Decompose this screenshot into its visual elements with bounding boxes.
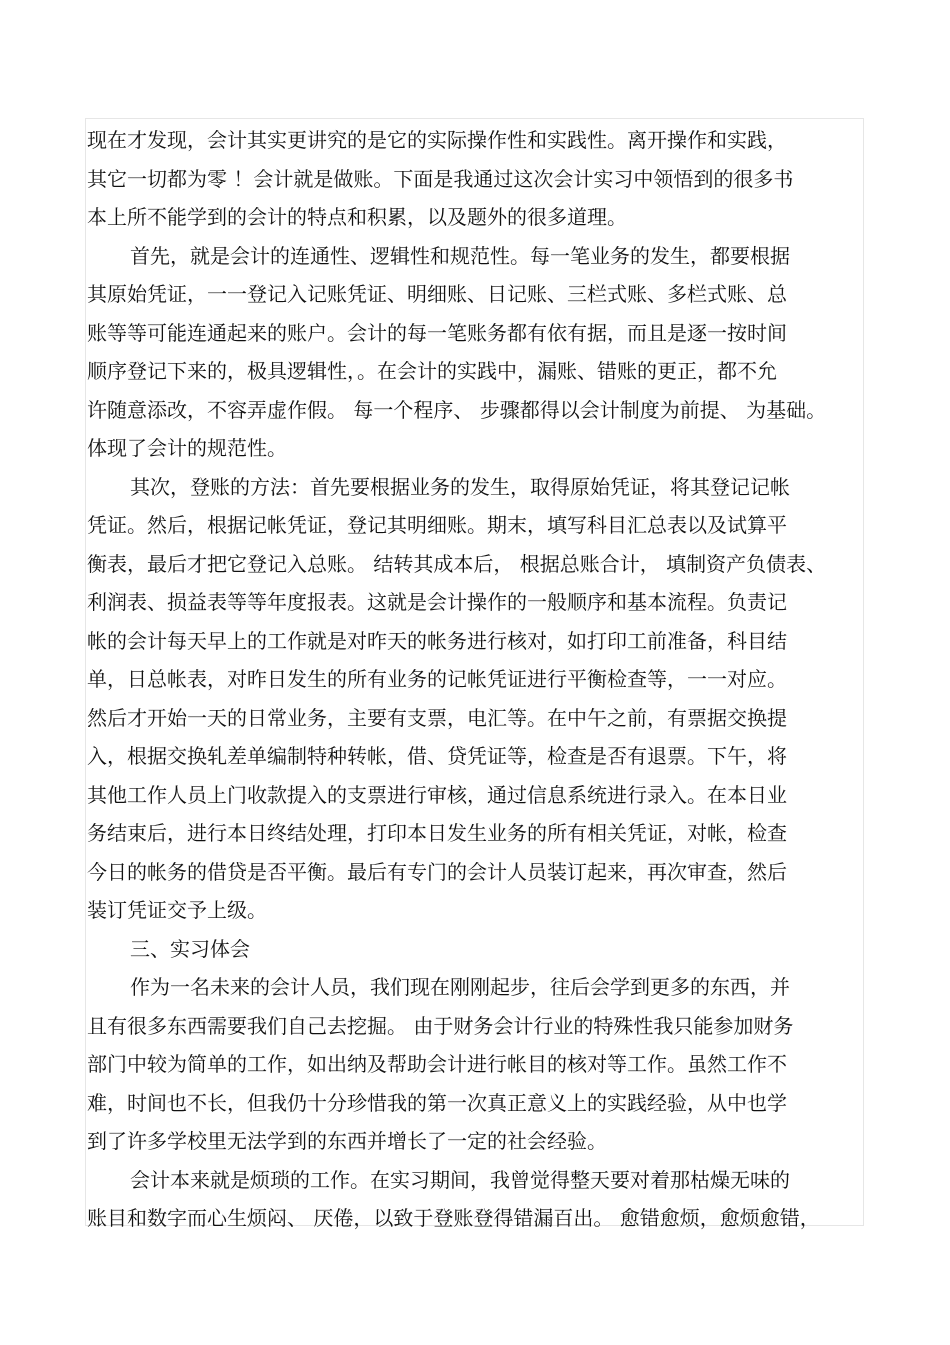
text-line: 利润表、损益表等等年度报表。这就是会计操作的一般顺序和基本流程。负责记 xyxy=(87,590,787,614)
text-line: 然后才开始一天的日常业务，主要有支票，电汇等。在中午之前，有票据交换提 xyxy=(87,705,787,730)
text-line: 帐的会计每天早上的工作就是对昨天的帐务进行核对，如打印工前准备，科目结 xyxy=(87,628,787,653)
text-line: 其原始凭证，一一登记入记账凭证、明细账、日记账、三栏式账、多栏式账、总 xyxy=(87,282,787,306)
text-line: 衡表，最后才把它登记入总账。 结转其成本后， 根据总账合计， 填制资产负债表、 xyxy=(87,551,827,576)
text-line: 难，时间也不长，但我仍十分珍惜我的第一次真正意义上的实践经验，从中也学 xyxy=(87,1090,787,1115)
text-line: 许随意添改，不容弄虚作假。 每一个程序、 步骤都得以会计制度为前提、 为基础。 xyxy=(87,397,827,422)
text-line: 今日的帐务的借贷是否平衡。最后有专门的会计人员装订起来，再次审查，然后 xyxy=(87,859,787,884)
text-line: 体现了会计的规范性。 xyxy=(87,436,287,460)
text-line: 到了许多学校里无法学到的东西并增长了一定的社会经验。 xyxy=(87,1129,607,1153)
text-line: 账等等可能连通起来的账户。会计的每一笔账务都有依有据，而且是逐一按时间 xyxy=(87,320,787,345)
text-line: 入，根据交换轧差单编制特种转帐，借、贷凭证等，检查是否有退票。下午，将 xyxy=(87,744,787,768)
text-line: 装订凭证交予上级。 xyxy=(87,898,267,922)
text-line: 其它一切都为零 ！会计就是做账。下面是我通过这次会计实习中领悟到的很多书 xyxy=(87,166,794,191)
text-line: 部门中较为简单的工作，如出纳及帮助会计进行帐目的核对等工作。虽然工作不 xyxy=(87,1052,787,1076)
text-line: 会计本来就是烦琐的工作。在实习期间，我曾觉得整天要对着那枯燥无味的 xyxy=(130,1167,790,1192)
text-line: 现在才发现，会计其实更讲究的是它的实际操作性和实践性。离开操作和实践， xyxy=(87,128,787,152)
text-line: 其他工作人员上门收款提入的支票进行审核，通过信息系统进行录入。在本日业 xyxy=(87,782,787,807)
text-line: 账目和数字而心生烦闷、 厌倦，以致于登账登得错漏百出。 愈错愈烦，愈烦愈错， xyxy=(87,1206,820,1230)
document-body xyxy=(87,121,867,1238)
text-line: 首先，就是会计的连通性、逻辑性和规范性。每一笔业务的发生，都要根据 xyxy=(130,243,790,268)
text-line: 且有很多东西需要我们自己去挖掘。 由于财务会计行业的特殊性我只能参加财务 xyxy=(87,1013,794,1038)
text-line: 顺序登记下来的，极具逻辑性，。在会计的实践中，漏账、错账的更正，都不允 xyxy=(87,359,777,383)
text-line: 三、实习体会 xyxy=(130,936,250,961)
text-line: 凭证。然后，根据记帐凭证，登记其明细账。期末，填写科目汇总表以及试算平 xyxy=(87,513,787,537)
text-line: 单，日总帐表，对昨日发生的所有业务的记帐凭证进行平衡检查等，一一对应。 xyxy=(87,667,787,691)
text-line: 作为一名未来的会计人员，我们现在刚刚起步，往后会学到更多的东西，并 xyxy=(130,975,790,999)
text-line: 其次，登账的方法：首先要根据业务的发生，取得原始凭证，将其登记记帐 xyxy=(130,474,790,499)
text-line: 务结束后，进行本日终结处理，打印本日发生业务的所有相关凭证，对帐，检查 xyxy=(87,821,787,845)
text-line: 本上所不能学到的会计的特点和积累，以及题外的很多道理。 xyxy=(87,205,627,229)
